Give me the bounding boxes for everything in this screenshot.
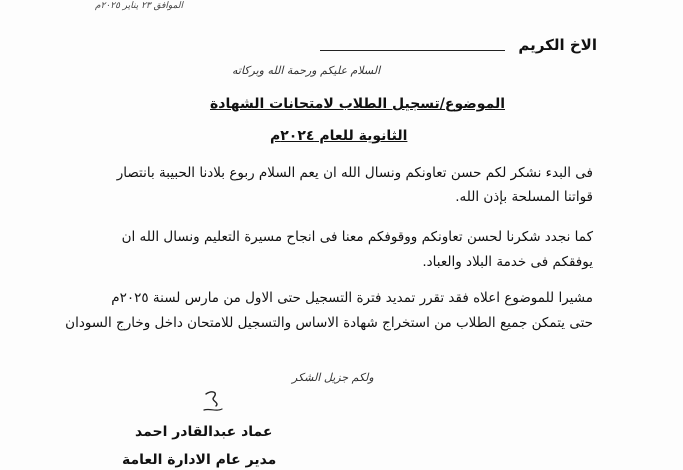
reference-date: الموافق ٢٣ يناير ٢٠٢٥م bbox=[95, 1, 184, 11]
paragraph-1-line-1: فى البدء نشكر لكم حسن تعاونكم ونسال الله ان يعم السلام ربوع بلادنا الحبيبة بانتصار bbox=[116, 165, 593, 181]
signature-mark bbox=[198, 388, 228, 416]
greeting: السلام عليكم ورحمة الله وبركاته bbox=[232, 64, 381, 77]
subject-line-1: الموضوع/تسجيل الطلاب لامتحانات الشهادة bbox=[210, 96, 506, 112]
paragraph-3-line-1: مشيرا للموضوع اعلاه فقد تقرر تمديد فترة التسجيل حتى الاول من مارس لسنة ٢٠٢٥م bbox=[111, 290, 593, 306]
paragraph-2-line-2: يوفقكم فى خدمة البلاد والعباد. bbox=[422, 254, 593, 270]
paragraph-2-line-1: كما نجدد شكرنا لحسن تعاونكم ووقوفكم معنا فى انجاح مسيرة التعليم ونسال الله ان bbox=[121, 229, 593, 245]
subject-line-2: الثانوية للعام ٢٠٢٤م bbox=[270, 128, 408, 144]
closing-thanks: ولكم جزيل الشكر bbox=[292, 371, 374, 384]
addressee-label: الاخ الكريم bbox=[518, 36, 597, 54]
signer-title: مدير عام الادارة العامة bbox=[122, 452, 277, 468]
paragraph-3-line-2: حتى يتمكن جميع الطلاب من استخراج شهادة الاساس والتسجيل للامتحان داخل وخارج السودان bbox=[65, 315, 593, 331]
addressee-blank-line bbox=[320, 50, 505, 51]
signer-name: عماد عبدالقادر احمد bbox=[135, 424, 273, 440]
paragraph-1-line-2: قواتنا المسلحة بإذن الله. bbox=[455, 189, 593, 205]
